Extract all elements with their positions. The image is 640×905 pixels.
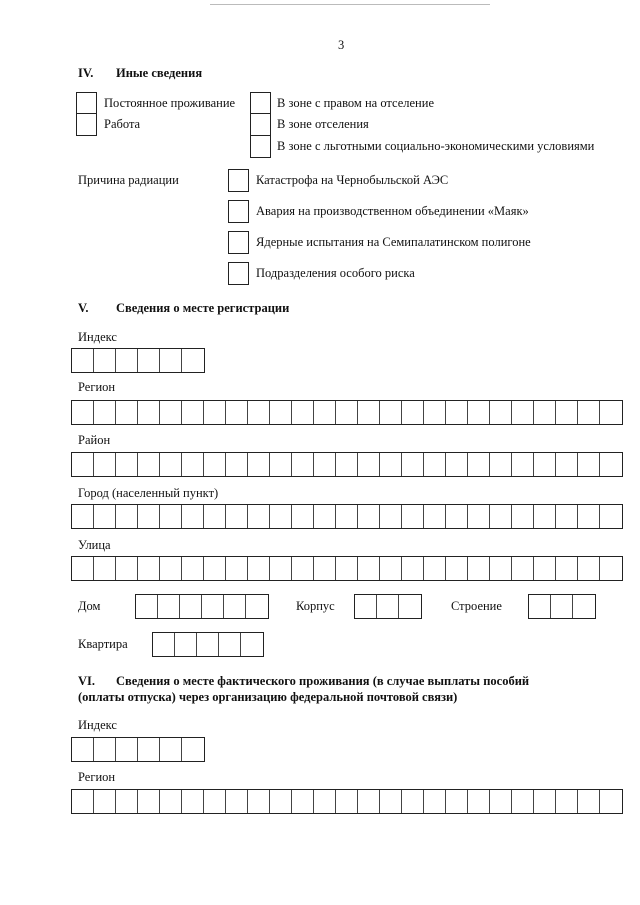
work-label: Работа	[104, 117, 141, 131]
registration-street-grid[interactable]	[71, 556, 623, 581]
character-cell[interactable]	[534, 401, 556, 424]
character-cell[interactable]	[204, 790, 226, 813]
character-cell[interactable]	[424, 557, 446, 580]
character-cell[interactable]	[72, 790, 94, 813]
character-cell[interactable]	[248, 453, 270, 476]
character-cell[interactable]	[226, 790, 248, 813]
character-cell[interactable]	[292, 790, 314, 813]
chernobyl-checkbox[interactable]	[228, 169, 249, 192]
character-cell[interactable]	[512, 557, 534, 580]
character-cell[interactable]	[490, 557, 512, 580]
character-cell[interactable]	[138, 349, 160, 372]
character-cell[interactable]	[270, 557, 292, 580]
section-6-title-line-1: Сведения о месте фактического проживания (в случае выплаты пособий	[116, 674, 530, 688]
character-cell[interactable]	[248, 790, 270, 813]
character-cell[interactable]	[270, 401, 292, 424]
character-cell[interactable]	[94, 401, 116, 424]
registration-region-label: Регион	[78, 380, 116, 394]
section-5-title: Сведения о месте регистрации	[116, 301, 290, 315]
zone-resettlement-right-label: В зоне с правом на отселение	[277, 96, 434, 110]
character-cell[interactable]	[358, 505, 380, 528]
character-cell[interactable]	[578, 557, 600, 580]
character-cell[interactable]	[336, 401, 358, 424]
character-cell[interactable]	[204, 453, 226, 476]
character-cell[interactable]	[336, 790, 358, 813]
character-cell[interactable]	[380, 453, 402, 476]
character-cell[interactable]	[116, 505, 138, 528]
special-risk-label: Подразделения особого риска	[256, 266, 415, 280]
character-cell[interactable]	[72, 557, 94, 580]
mayak-checkbox[interactable]	[228, 200, 249, 223]
character-cell[interactable]	[402, 790, 424, 813]
character-cell[interactable]	[314, 401, 336, 424]
character-cell[interactable]	[248, 557, 270, 580]
character-cell[interactable]	[512, 790, 534, 813]
character-cell[interactable]	[72, 349, 94, 372]
character-cell[interactable]	[380, 505, 402, 528]
character-cell[interactable]	[182, 401, 204, 424]
character-cell[interactable]	[358, 557, 380, 580]
section-4-number: IV.	[78, 66, 94, 80]
character-cell[interactable]	[219, 633, 241, 656]
section-6-number: VI.	[78, 674, 96, 688]
character-cell[interactable]	[446, 453, 468, 476]
character-cell[interactable]	[94, 738, 116, 761]
character-cell[interactable]	[182, 349, 204, 372]
character-cell[interactable]	[600, 401, 622, 424]
character-cell[interactable]	[180, 595, 202, 618]
character-cell[interactable]	[72, 453, 94, 476]
character-cell[interactable]	[138, 738, 160, 761]
character-cell[interactable]	[556, 505, 578, 528]
character-cell[interactable]	[270, 453, 292, 476]
character-cell[interactable]	[600, 505, 622, 528]
character-cell[interactable]	[94, 349, 116, 372]
character-cell[interactable]	[116, 453, 138, 476]
semipalatinsk-label: Ядерные испытания на Семипалатинском полигоне	[256, 235, 531, 249]
character-cell[interactable]	[138, 790, 160, 813]
character-cell[interactable]	[138, 505, 160, 528]
character-cell[interactable]	[490, 453, 512, 476]
character-cell[interactable]	[248, 505, 270, 528]
character-cell[interactable]	[138, 557, 160, 580]
registration-house-label: Дом	[78, 599, 101, 613]
character-cell[interactable]	[138, 453, 160, 476]
registration-district-grid[interactable]	[71, 452, 623, 477]
character-cell[interactable]	[116, 738, 138, 761]
character-cell[interactable]	[336, 505, 358, 528]
character-cell[interactable]	[446, 557, 468, 580]
registration-region-grid[interactable]	[71, 400, 623, 425]
character-cell[interactable]	[72, 738, 94, 761]
character-cell[interactable]	[534, 790, 556, 813]
character-cell[interactable]	[160, 738, 182, 761]
character-cell[interactable]	[314, 453, 336, 476]
character-cell[interactable]	[424, 453, 446, 476]
character-cell[interactable]	[556, 790, 578, 813]
character-cell[interactable]	[292, 505, 314, 528]
character-cell[interactable]	[94, 790, 116, 813]
character-cell[interactable]	[241, 633, 263, 656]
zone-resettlement-checkbox[interactable]	[250, 113, 271, 136]
character-cell[interactable]	[158, 595, 180, 618]
character-cell[interactable]	[424, 790, 446, 813]
character-cell[interactable]	[336, 453, 358, 476]
residence-index-grid[interactable]	[71, 737, 205, 762]
registration-korpus-grid[interactable]	[354, 594, 422, 619]
character-cell[interactable]	[578, 453, 600, 476]
character-cell[interactable]	[226, 557, 248, 580]
residence-region-grid[interactable]	[71, 789, 623, 814]
character-cell[interactable]	[314, 790, 336, 813]
character-cell[interactable]	[270, 505, 292, 528]
character-cell[interactable]	[402, 557, 424, 580]
character-cell[interactable]	[358, 790, 380, 813]
character-cell[interactable]	[534, 557, 556, 580]
character-cell[interactable]	[160, 349, 182, 372]
zone-resettlement-label: В зоне отселения	[277, 117, 369, 131]
character-cell[interactable]	[182, 738, 204, 761]
character-cell[interactable]	[490, 401, 512, 424]
character-cell[interactable]	[468, 401, 490, 424]
character-cell[interactable]	[226, 505, 248, 528]
character-cell[interactable]	[116, 401, 138, 424]
registration-apartment-label: Квартира	[78, 637, 128, 651]
character-cell[interactable]	[182, 790, 204, 813]
mayak-label: Авария на производственном объединении «Маяк»	[256, 204, 529, 218]
character-cell[interactable]	[314, 557, 336, 580]
character-cell[interactable]	[160, 401, 182, 424]
character-cell[interactable]	[490, 790, 512, 813]
character-cell[interactable]	[224, 595, 246, 618]
semipalatinsk-checkbox[interactable]	[228, 231, 249, 254]
character-cell[interactable]	[358, 453, 380, 476]
character-cell[interactable]	[446, 401, 468, 424]
character-cell[interactable]	[246, 595, 268, 618]
page-number: 3	[338, 38, 345, 52]
section-5-number: V.	[78, 301, 89, 315]
character-cell[interactable]	[578, 790, 600, 813]
character-cell[interactable]	[600, 557, 622, 580]
registration-korpus-label: Корпус	[296, 599, 335, 613]
character-cell[interactable]	[468, 505, 490, 528]
character-cell[interactable]	[270, 790, 292, 813]
character-cell[interactable]	[534, 453, 556, 476]
zone-preferential-label: В зоне с льготными социально-экономическими условиями	[277, 139, 595, 153]
character-cell[interactable]	[380, 401, 402, 424]
character-cell[interactable]	[153, 633, 175, 656]
character-cell[interactable]	[446, 505, 468, 528]
registration-building-grid[interactable]	[528, 594, 596, 619]
character-cell[interactable]	[94, 557, 116, 580]
character-cell[interactable]	[160, 453, 182, 476]
character-cell[interactable]	[578, 401, 600, 424]
character-cell[interactable]	[600, 790, 622, 813]
character-cell[interactable]	[116, 557, 138, 580]
character-cell[interactable]	[160, 790, 182, 813]
character-cell[interactable]	[226, 401, 248, 424]
chernobyl-label: Катастрофа на Чернобыльской АЭС	[256, 173, 449, 187]
character-cell[interactable]	[226, 453, 248, 476]
scan-edge-line	[210, 4, 490, 5]
character-cell[interactable]	[556, 557, 578, 580]
character-cell[interactable]	[292, 401, 314, 424]
radiation-cause-label: Причина радиации	[78, 173, 179, 187]
special-risk-checkbox[interactable]	[228, 262, 249, 285]
character-cell[interactable]	[182, 453, 204, 476]
section-6-title-line-2: (оплаты отпуска) через организацию федеральной почтовой связи)	[78, 690, 458, 704]
character-cell[interactable]	[377, 595, 399, 618]
character-cell[interactable]	[551, 595, 573, 618]
character-cell[interactable]	[468, 790, 490, 813]
registration-city-label: Город (населенный пункт)	[78, 486, 219, 500]
residence-index-label: Индекс	[78, 718, 117, 732]
character-cell[interactable]	[512, 401, 534, 424]
character-cell[interactable]	[380, 557, 402, 580]
registration-district-label: Район	[78, 433, 111, 447]
character-cell[interactable]	[402, 505, 424, 528]
character-cell[interactable]	[556, 453, 578, 476]
character-cell[interactable]	[529, 595, 551, 618]
zone-preferential-checkbox[interactable]	[250, 135, 271, 158]
character-cell[interactable]	[402, 453, 424, 476]
character-cell[interactable]	[578, 505, 600, 528]
permanent-residence-label: Постоянное проживание	[104, 96, 236, 110]
character-cell[interactable]	[380, 790, 402, 813]
character-cell[interactable]	[182, 557, 204, 580]
character-cell[interactable]	[556, 401, 578, 424]
character-cell[interactable]	[204, 557, 226, 580]
character-cell[interactable]	[399, 595, 421, 618]
character-cell[interactable]	[490, 505, 512, 528]
registration-city-grid[interactable]	[71, 504, 623, 529]
registration-index-label: Индекс	[78, 330, 117, 344]
registration-apartment-grid[interactable]	[152, 632, 264, 657]
character-cell[interactable]	[160, 557, 182, 580]
character-cell[interactable]	[136, 595, 158, 618]
character-cell[interactable]	[512, 505, 534, 528]
character-cell[interactable]	[600, 453, 622, 476]
character-cell[interactable]	[512, 453, 534, 476]
character-cell[interactable]	[138, 401, 160, 424]
registration-house-grid[interactable]	[135, 594, 269, 619]
character-cell[interactable]	[424, 505, 446, 528]
character-cell[interactable]	[402, 401, 424, 424]
character-cell[interactable]	[72, 401, 94, 424]
character-cell[interactable]	[204, 401, 226, 424]
character-cell[interactable]	[182, 505, 204, 528]
character-cell[interactable]	[94, 505, 116, 528]
permanent-residence-checkbox[interactable]	[76, 92, 97, 114]
residence-region-label: Регион	[78, 770, 116, 784]
registration-street-label: Улица	[78, 538, 111, 552]
character-cell[interactable]	[160, 505, 182, 528]
character-cell[interactable]	[314, 505, 336, 528]
character-cell[interactable]	[292, 557, 314, 580]
character-cell[interactable]	[197, 633, 219, 656]
registration-building-label: Строение	[451, 599, 502, 613]
character-cell[interactable]	[72, 505, 94, 528]
character-cell[interactable]	[573, 595, 595, 618]
character-cell[interactable]	[94, 453, 116, 476]
character-cell[interactable]	[358, 401, 380, 424]
character-cell[interactable]	[355, 595, 377, 618]
character-cell[interactable]	[116, 790, 138, 813]
zone-resettlement-right-checkbox[interactable]	[250, 92, 271, 114]
character-cell[interactable]	[534, 505, 556, 528]
character-cell[interactable]	[468, 557, 490, 580]
character-cell[interactable]	[468, 453, 490, 476]
character-cell[interactable]	[202, 595, 224, 618]
registration-index-grid[interactable]	[71, 348, 205, 373]
section-4-title: Иные сведения	[116, 66, 203, 80]
character-cell[interactable]	[248, 401, 270, 424]
character-cell[interactable]	[292, 453, 314, 476]
character-cell[interactable]	[116, 349, 138, 372]
character-cell[interactable]	[446, 790, 468, 813]
character-cell[interactable]	[336, 557, 358, 580]
work-checkbox[interactable]	[76, 113, 97, 136]
character-cell[interactable]	[204, 505, 226, 528]
character-cell[interactable]	[424, 401, 446, 424]
character-cell[interactable]	[175, 633, 197, 656]
